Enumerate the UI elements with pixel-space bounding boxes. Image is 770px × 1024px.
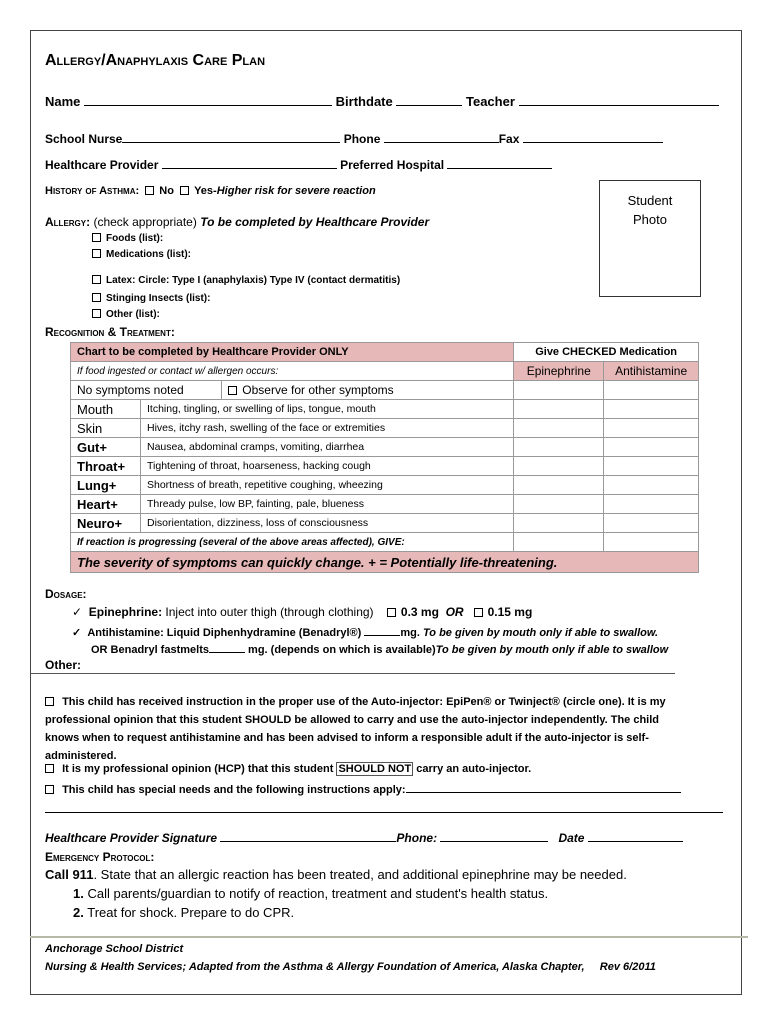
should-not-statement: It is my professional opinion (HCP) that this student SHOULD NOT carry an auto-injector. [45,763,531,775]
symptom-area: Throat+ [71,457,141,476]
symptom-row [71,438,699,457]
fax-label: Fax [498,132,520,146]
signature-field[interactable] [220,830,396,842]
asthma-no-checkbox[interactable] [145,186,154,195]
footer-district: Anchorage School District [45,943,184,955]
symptom-description: Disorientation, dizziness, loss of consciousness [141,514,514,533]
hospital-field[interactable] [447,157,552,169]
asthma-no-label: No [159,185,174,197]
page-title: Allergy/Anaphylaxis Care Plan [45,52,266,69]
dose-015-checkbox[interactable] [474,608,483,617]
birthdate-field[interactable] [396,94,462,106]
observe-cell[interactable]: Observe for other symptoms [222,381,514,400]
allergy-label: Allergy: [45,215,91,229]
give-header: Give CHECKED Medication [514,343,699,362]
epi-check-cell[interactable] [514,381,604,400]
symptom-area: Heart+ [71,495,141,514]
antihistamine-mg-field[interactable] [364,624,400,636]
student-photo-box[interactable] [599,180,701,297]
epi-check-cell[interactable] [514,457,604,476]
allergy-note: To be completed by Healthcare Provider [200,215,430,229]
provider-field[interactable] [162,157,337,169]
call-911-text: Call 911. State that an allergic reaction has been treated, and additional epinephrine may be needed. [45,867,627,882]
asthma-note: Higher risk for severe reaction [216,185,376,197]
footer-credit: Nursing & Health Services; Adapted from the Asthma & Allergy Foundation of America, Alaska Chapter, Rev 6/2011 [45,961,656,973]
provider-label: Healthcare Provider [45,158,159,172]
anti-check-cell[interactable] [604,381,699,400]
symptom-description: Itching, tingling, or swelling of lips, tongue, mouth [141,400,514,419]
symptom-description: Nausea, abdominal cramps, vomiting, diarrhea [141,438,514,457]
divider [30,673,675,674]
asthma-row [45,185,376,197]
photo-label-1: Student [627,193,673,208]
special-needs-checkbox[interactable] [45,785,54,794]
self-carry-statement: This child has received instruction in the proper use of the Auto-injector: EpiPen® or Twinject® (circle one). It is my professional opinion that this student SHOULD be allowed to carry and use the auto-injector independently. The child knows when to request antihistamine and has been advised to inform a responsible adult if the auto-injector is self- administered. [45,696,666,762]
epi-check-cell[interactable] [514,400,604,419]
anti-check-cell[interactable] [604,419,699,438]
phone-field[interactable] [384,131,499,143]
emergency-step: 1. Call parents/guardian to notify of reaction, treatment and student's health status. [73,886,549,901]
allergy-item[interactable]: Other (list): [92,309,160,320]
provider-row [45,157,552,172]
epi-check-cell[interactable] [514,533,604,552]
asthma-label: History of Asthma: [45,185,140,197]
symptom-row [71,400,699,419]
severity-warning: The severity of symptoms can quickly change. + = Potentially life-threatening. [71,552,699,573]
signature-phone-field[interactable] [440,830,548,842]
symptom-description: Thready pulse, low BP, fainting, pale, blueness [141,495,514,514]
phone-label: Phone [343,132,381,146]
footer-divider [30,936,748,938]
school-nurse-field[interactable] [122,131,340,143]
progressing-row: If reaction is progressing (several of the above areas affected), GIVE: [71,533,514,552]
special-needs-statement: This child has special needs and the following instructions apply: [45,781,681,796]
other-label: Other: [45,658,81,672]
epi-check-cell[interactable] [514,419,604,438]
asthma-yes-checkbox[interactable] [180,186,189,195]
symptom-area: Lung+ [71,476,141,495]
teacher-label: Teacher [465,94,515,109]
symptom-row [71,476,699,495]
anti-check-cell[interactable] [604,400,699,419]
anti-check-cell[interactable] [604,514,699,533]
nurse-row [45,131,663,146]
symptom-row [71,495,699,514]
allergy-item[interactable]: Foods (list): [92,233,163,244]
symptom-area: Gut+ [71,438,141,457]
antihistamine-dose-row: ✓ Antihistamine: Liquid Diphenhydramine (Benadryl®) mg. To be given by mouth only if able to swallow. [72,624,658,639]
symptom-description: Hives, itchy rash, swelling of the face or extremities [141,419,514,438]
name-field[interactable] [84,94,332,106]
recognition-table [70,342,699,573]
allergy-item[interactable]: Latex: Circle: Type I (anaphylaxis) Type IV (contact dermatitis) [92,275,400,286]
name-label: Name [45,94,81,109]
if-food-row: If food ingested or contact w/ allergen occurs: [71,362,514,381]
fax-field[interactable] [523,131,663,143]
allergy-item[interactable]: Stinging Insects (list): [92,293,210,304]
epi-check-cell[interactable] [514,438,604,457]
special-needs-field[interactable] [406,781,681,793]
epinephrine-dose-row: ✓ Epinephrine: Inject into outer thigh (through clothing) 0.3 mg OR 0.15 mg [72,605,533,619]
emergency-step: 2. Treat for shock. Prepare to do CPR. [73,905,295,920]
allergy-check-text: (check appropriate) [93,215,197,229]
chart-header: Chart to be completed by Healthcare Provider ONLY [71,343,514,362]
symptom-description: Shortness of breath, repetitive coughing, wheezing [141,476,514,495]
anti-check-cell[interactable] [604,495,699,514]
anti-check-cell[interactable] [604,438,699,457]
date-field[interactable] [588,830,683,842]
school-nurse-label: School Nurse [45,132,123,146]
epi-check-cell[interactable] [514,495,604,514]
signature-row: Healthcare Provider Signature Phone: Date [45,830,683,845]
no-symptoms-cell: No symptoms noted [71,381,222,400]
symptom-area: Skin [71,419,141,438]
epinephrine-header: Epinephrine [514,362,604,381]
symptom-description: Tightening of throat, hoarseness, hacking cough [141,457,514,476]
symptom-area: Neuro+ [71,514,141,533]
teacher-field[interactable] [519,94,719,106]
birthdate-label: Birthdate [335,94,393,109]
should-not-checkbox[interactable] [45,764,54,773]
antihistamine-header: Antihistamine [604,362,699,381]
name-row [45,94,719,109]
allergy-item[interactable]: Medications (list): [92,249,191,260]
photo-label-2: Photo [633,212,667,227]
anti-check-cell[interactable] [604,457,699,476]
self-carry-checkbox[interactable] [45,697,54,706]
emergency-label: Emergency Protocol: [45,850,155,864]
allergy-row [45,215,429,229]
dosage-label: Dosage: [45,587,87,601]
hospital-label: Preferred Hospital [340,158,445,172]
symptom-row [71,514,699,533]
instructions-line[interactable] [45,812,723,813]
dose-03-checkbox[interactable] [387,608,396,617]
epi-check-cell[interactable] [514,514,604,533]
symptom-row [71,419,699,438]
epi-check-cell[interactable] [514,476,604,495]
anti-check-cell[interactable] [604,533,699,552]
symptom-row [71,457,699,476]
asthma-yes-label: Yes- [194,185,217,197]
symptom-area: Mouth [71,400,141,419]
fastmelts-row: OR Benadryl fastmelts mg. (depends on which is available)To be given by mouth only if able to swallow [91,641,668,656]
fastmelts-mg-field[interactable] [209,641,245,653]
anti-check-cell[interactable] [604,476,699,495]
recognition-label: Recognition & Treatment: [45,325,175,339]
